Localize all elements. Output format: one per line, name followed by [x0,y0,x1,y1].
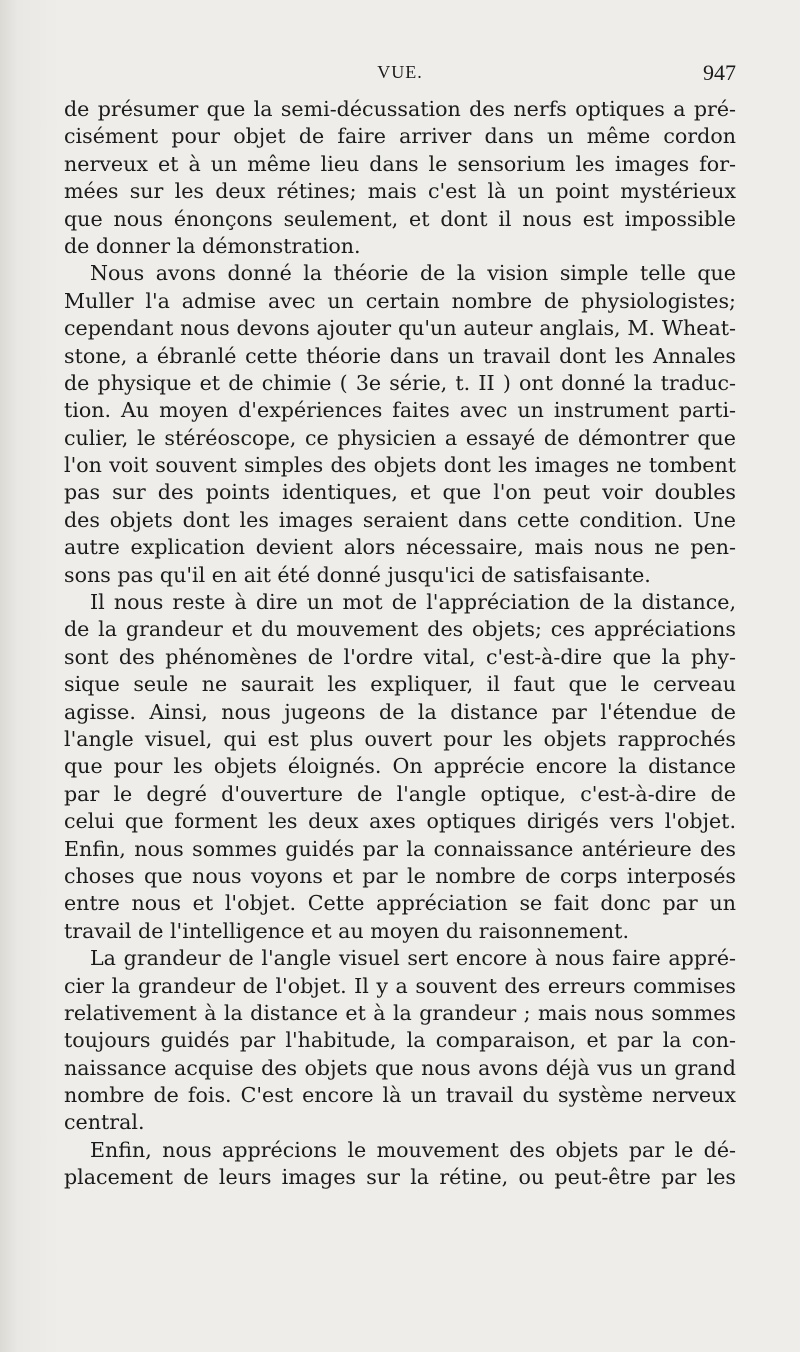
text-line: autre explication devient alors nécessaire, mais nous ne pen- [64,535,736,560]
text-line: sont des phénomènes de l'ordre vital, c'est-à-dire que la phy- [64,644,736,669]
text-line: mées sur les deux rétines; mais c'est là un point mystérieux [64,179,736,204]
text-line: stone, a ébranlé cette théorie dans un travail dont les Annales [64,343,736,368]
text-line: nombre de fois. C'est encore là un travail du système nerveux [64,1083,736,1108]
running-head: VUE. [377,62,423,82]
text-line: Il nous reste à dire un mot de l'appréciation de la distance, [90,590,736,615]
text-line: l'on voit souvent simples des objets dont les images ne tombent [64,453,736,478]
text-line: agisse. Ainsi, nous jugeons de la distance par l'étendue de [64,699,736,724]
text-line: cependant nous devons ajouter qu'un auteur anglais, M. Wheat- [64,316,736,341]
text-line: choses que nous voyons et par le nombre de corps interposés [64,863,736,888]
page-header [64,60,736,88]
page-number: 947 [703,60,736,85]
text-line: Nous avons donné la théorie de la vision simple telle que [90,261,736,286]
text-line: l'angle visuel, qui est plus ouvert pour les objets rapprochés [64,726,736,751]
text-line: relativement à la distance et à la grandeur ; mais nous sommes [64,1000,736,1025]
text-line: Muller l'a admise avec un certain nombre de physiologistes; [64,288,736,313]
text-line: de la grandeur et du mouvement des objets; ces appréciations [64,617,736,642]
text-line: de présumer que la semi-décussation des nerfs optiques a pré- [64,97,736,121]
text-line: que nous énonçons seulement, et dont il nous est impossible [64,206,736,231]
text-line: sique seule ne saurait les expliquer, il faut que le cerveau [64,672,736,697]
text-line: celui que forment les deux axes optiques dirigés vers l'objet. [64,809,736,834]
text-line: pas sur des points identiques, et que l'on peut voir doubles [64,480,736,505]
text-line: par le degré d'ouverture de l'angle optique, c'est-à-dire de [64,781,736,806]
text-line: travail de l'intelligence et au moyen du raisonnement. [64,918,630,943]
text-line: culier, le stéréoscope, ce physicien a essayé de démontrer que [64,425,736,450]
text-line: des objets dont les images seraient dans cette condition. Une [64,507,736,532]
text-line: de donner la démonstration. [64,233,361,258]
text-line: toujours guidés par l'habitude, la comparaison, et par la con- [64,1028,736,1053]
text-line: cier la grandeur de l'objet. Il y a souvent des erreurs commises [64,973,736,998]
body-text [64,96,736,1192]
text-line: cisément pour objet de faire arriver dans un même cordon [64,124,736,149]
text-line: La grandeur de l'angle visuel sert encore à nous faire appré- [90,946,736,971]
text-line: que pour les objets éloignés. On apprécie encore la distance [64,754,736,779]
text-line: tion. Au moyen d'expériences faites avec un instrument parti- [64,398,736,423]
text-line: naissance acquise des objets que nous avons déjà vus un grand [64,1055,736,1080]
text-line: nerveux et à un même lieu dans le sensorium les images for- [64,151,736,176]
text-line: placement de leurs images sur la rétine, ou peut-être par les [64,1165,736,1190]
text-line: Enfin, nous sommes guidés par la connaissance antérieure des [64,836,736,861]
text-line: central. [64,1110,145,1135]
text-line: Enfin, nous apprécions le mouvement des objets par le dé- [90,1137,736,1162]
text-line: entre nous et l'objet. Cette appréciation se fait donc par un [64,891,736,916]
text-line: sons pas qu'il en ait été donné jusqu'ici de satisfaisante. [64,562,651,587]
text-line: de physique et de chimie ( 3e série, t. II ) ont donné la traduc- [64,370,736,395]
